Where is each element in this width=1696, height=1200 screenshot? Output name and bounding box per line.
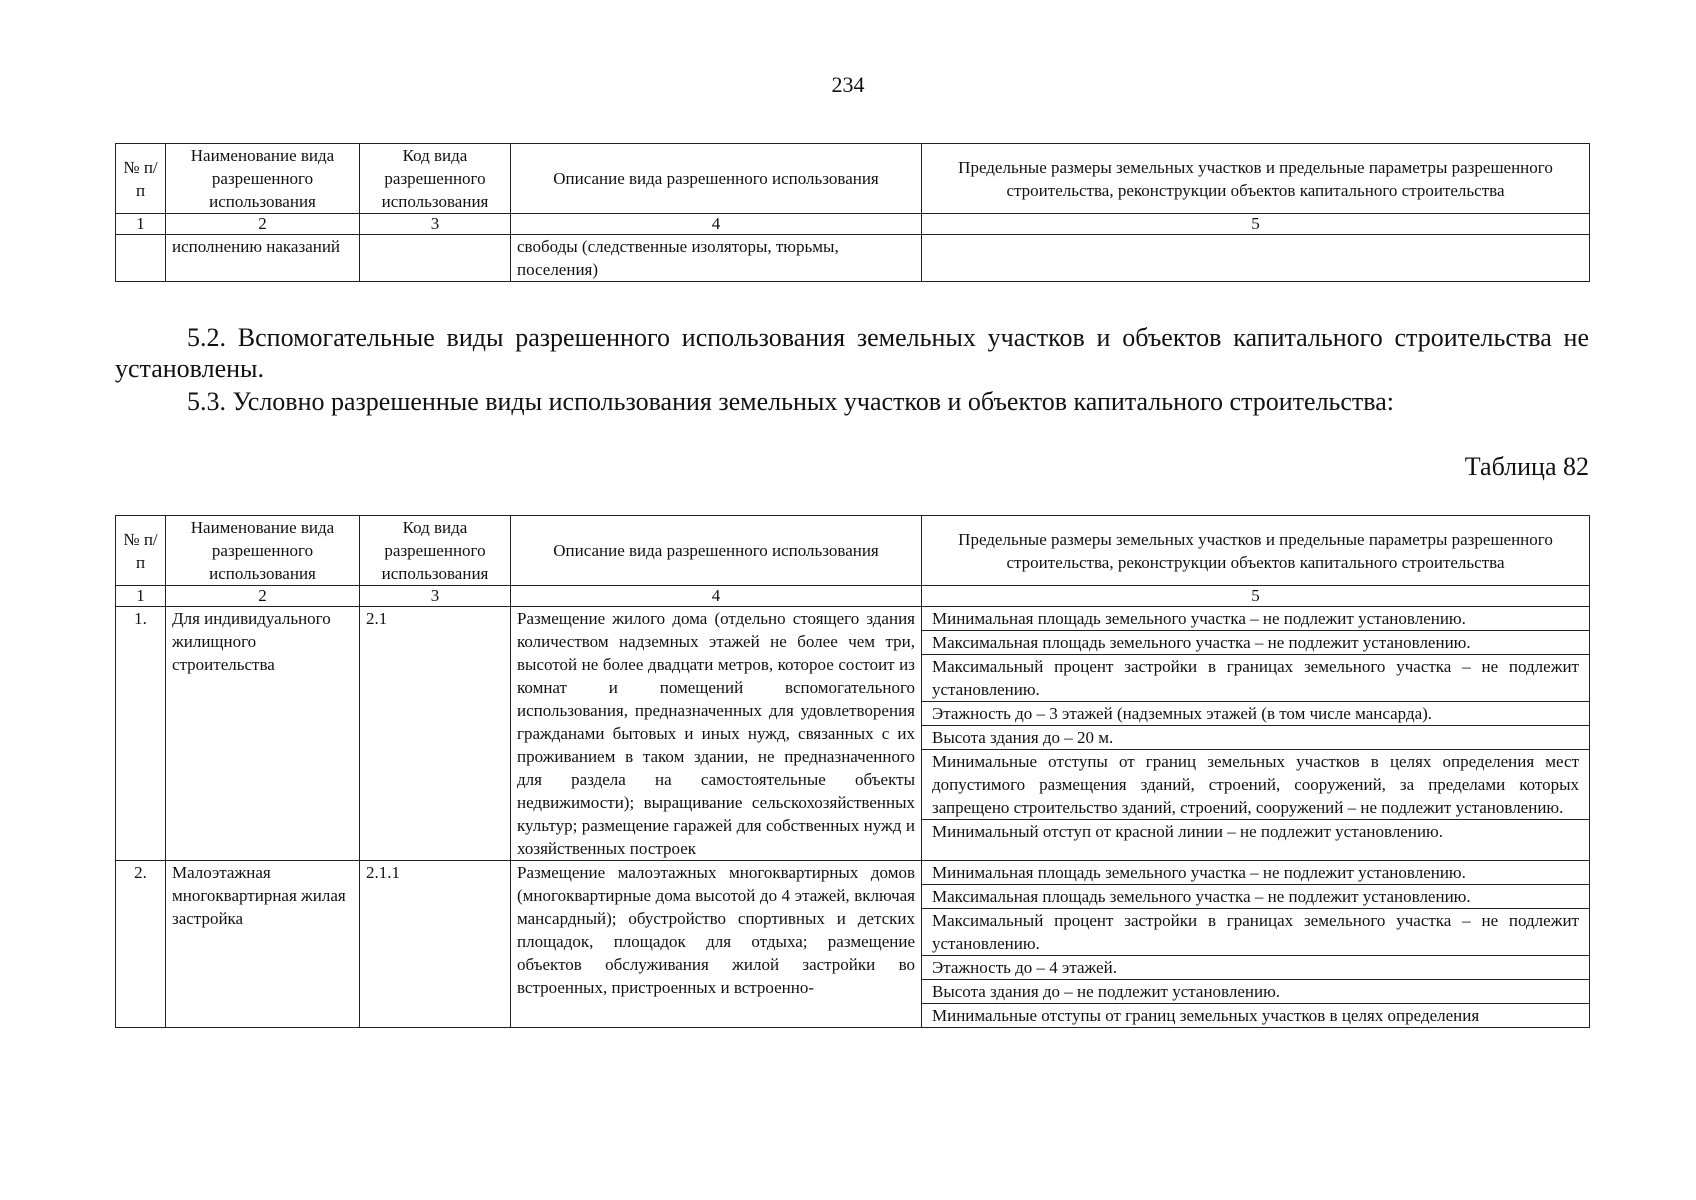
table-row xyxy=(116,607,1590,861)
column-number-row xyxy=(116,586,1590,607)
row-number: 1. xyxy=(116,607,166,861)
parameter-item: Высота здания до – 20 м. xyxy=(922,725,1589,749)
row-code xyxy=(360,235,511,282)
table-row xyxy=(116,861,1590,1028)
header-name: Наименование вида разрешенного использования xyxy=(166,144,360,214)
row-name: исполнению наказаний xyxy=(166,235,360,282)
parameter-item: Этажность до – 4 этажей. xyxy=(922,955,1589,979)
column-number: 4 xyxy=(511,586,922,607)
column-number: 5 xyxy=(922,214,1590,235)
row-description: Размещение жилого дома (отдельно стоящего здания количеством надземных этажей не более чем три, высотой не более двадцати метров, которое состоит из комнат и помещений вспомогательного использования, предназначенных для удовлетворения гражданами бытовых и иных нужд, связанных с их проживанием в таком здании, не предназначенного для раздела на самостоятельные объекты недвижимости); выращивание сельскохозяйственных культур; размещение гаражей для собственных нужд и хозяйственных построек xyxy=(511,607,922,861)
column-number: 5 xyxy=(922,586,1590,607)
parameter-item: Минимальные отступы от границ земельных участков в целях определения мест допустимого размещения зданий, строений, сооружений, за пределами которых запрещено строительство зданий, строений, сооружений – не подлежит установлению. xyxy=(922,749,1589,819)
row-parameters xyxy=(922,861,1590,1028)
row-parameters xyxy=(922,607,1590,861)
row-description: свободы (следственные изоляторы, тюрьмы, поселения) xyxy=(511,235,922,282)
parameter-item: Минимальный отступ от красной линии – не подлежит установлению. xyxy=(922,819,1589,843)
table-82 xyxy=(115,515,1590,1028)
parameter-item: Минимальные отступы от границ земельных участков в целях определения xyxy=(922,1003,1589,1027)
parameter-item: Максимальный процент застройки в границах земельного участка – не подлежит установлению. xyxy=(922,908,1589,955)
row-code: 2.1.1 xyxy=(360,861,511,1028)
row-name: Для индивидуального жилищного строительства xyxy=(166,607,360,861)
column-number: 1 xyxy=(116,586,166,607)
table-caption: Таблица 82 xyxy=(1464,452,1589,481)
parameter-item: Максимальный процент застройки в границах земельного участка – не подлежит установлению. xyxy=(922,654,1589,701)
column-number: 1 xyxy=(116,214,166,235)
header-code: Код вида разрешенного использования xyxy=(360,144,511,214)
header-parameters: Предельные размеры земельных участков и предельные параметры разрешенного строительства, реконструкции объектов капитального строительства xyxy=(922,144,1590,214)
row-number: 2. xyxy=(116,861,166,1028)
column-number: 2 xyxy=(166,586,360,607)
column-number: 2 xyxy=(166,214,360,235)
header-number: № п/п xyxy=(116,144,166,214)
parameter-item: Минимальная площадь земельного участка – не подлежит установлению. xyxy=(932,609,1466,628)
paragraph-5-3: 5.3. Условно разрешенные виды использования земельных участков и объектов капитального строительства: xyxy=(187,387,1394,416)
paragraph-5-2: 5.2. Вспомогательные виды разрешенного использования земельных участков и объектов капитального строительства не установлены. xyxy=(115,323,1589,383)
table-header-row xyxy=(116,516,1590,586)
column-number: 3 xyxy=(360,214,511,235)
parameter-item: Этажность до – 3 этажей (надземных этажей (в том числе мансарда). xyxy=(922,701,1589,725)
page-number: 234 xyxy=(831,72,865,97)
header-code: Код вида разрешенного использования xyxy=(360,516,511,586)
row-parameters xyxy=(922,235,1590,282)
header-description: Описание вида разрешенного использования xyxy=(511,144,922,214)
table-row xyxy=(116,235,1590,282)
table-header-row xyxy=(116,144,1590,214)
column-number: 3 xyxy=(360,586,511,607)
column-number: 4 xyxy=(511,214,922,235)
header-parameters: Предельные размеры земельных участков и предельные параметры разрешенного строительства, реконструкции объектов капитального строительства xyxy=(922,516,1590,586)
parameter-item: Высота здания до – не подлежит установлению. xyxy=(922,979,1589,1003)
header-description: Описание вида разрешенного использования xyxy=(511,516,922,586)
row-code: 2.1 xyxy=(360,607,511,861)
header-number: № п/п xyxy=(116,516,166,586)
row-name: Малоэтажная многоквартирная жилая застройка xyxy=(166,861,360,1028)
parameter-item: Минимальная площадь земельного участка – не подлежит установлению. xyxy=(932,863,1466,882)
parameter-item: Максимальная площадь земельного участка – не подлежит установлению. xyxy=(922,884,1589,908)
header-name: Наименование вида разрешенного использования xyxy=(166,516,360,586)
row-number xyxy=(116,235,166,282)
parameter-item: Максимальная площадь земельного участка – не подлежит установлению. xyxy=(922,630,1589,654)
row-description: Размещение малоэтажных многоквартирных домов (многоквартирные дома высотой до 4 этажей, включая мансардный); обустройство спортивных и детских площадок, площадок для отдыха; размещение объектов обслуживания жилой застройки во встроенных, пристроенных и встроенно- xyxy=(511,861,922,1028)
column-number-row xyxy=(116,214,1590,235)
table-continuation xyxy=(115,143,1590,282)
